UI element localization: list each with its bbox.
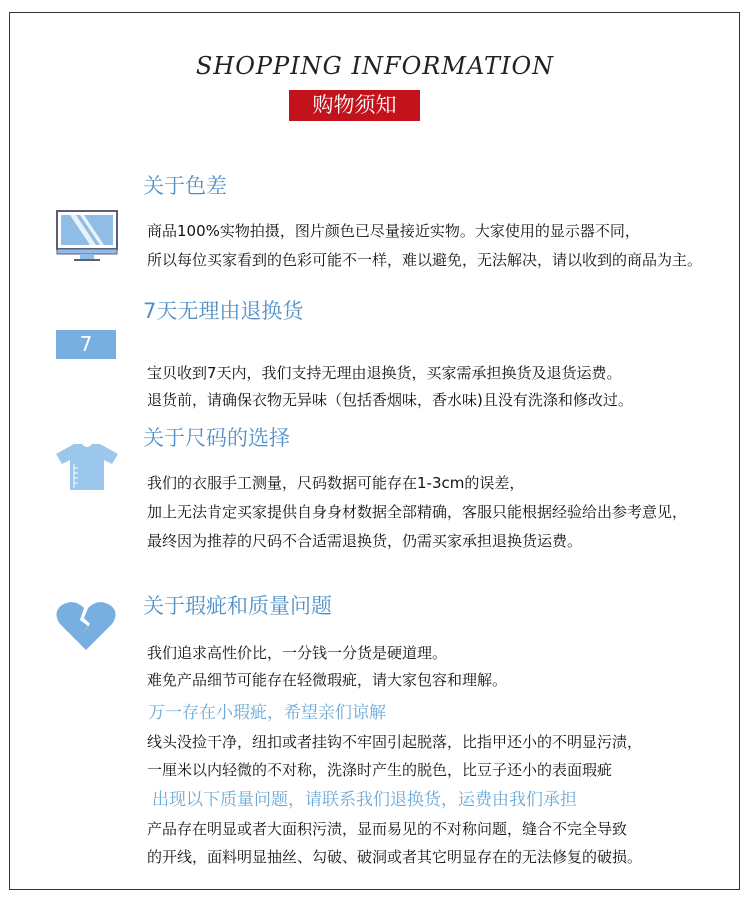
section-note: 出现以下质量问题，请联系我们退换货，运费由我们承担 [152, 790, 577, 810]
section-text-line: 产品存在明显或者大面积污渍，显而易见的不对称问题，缝合不完全导致 [147, 820, 628, 838]
section-heading-color: 关于色差 [143, 174, 227, 198]
broken-heart-icon [56, 600, 116, 656]
section-text-line: 线头没捡干净，纽扣或者挂钩不牢固引起脱落，比指甲还小的不明显污渍， [147, 733, 643, 751]
page-title-en: SHOPPING INFORMATION [195, 52, 555, 80]
seven-badge-icon: 7 [56, 330, 116, 359]
section-text-line: 退货前，请确保衣物无异味（包括香烟味，香水味)且没有洗涤和修改过。 [147, 391, 633, 409]
section-text-line: 难免产品细节可能存在轻微瑕疵，请大家包容和理解。 [147, 671, 508, 689]
section-text-line: 我们追求高性价比，一分钱一分货是硬道理。 [147, 644, 448, 662]
page-title-banner: 购物须知 [289, 90, 420, 121]
section-text-line: 我们的衣服手工测量，尺码数据可能存在1-3cm的误差， [147, 474, 525, 492]
tshirt-icon [54, 442, 120, 496]
section-text-line: 所以每位买家看到的色彩可能不一样，难以避免，无法解决，请以收到的商品为主。 [147, 251, 703, 269]
section-note: 万一存在小瑕疵，希望亲们谅解 [148, 703, 386, 723]
section-heading-quality: 关于瑕疵和质量问题 [143, 594, 332, 618]
section-text-line: 商品100%实物拍摄，图片颜色已尽量接近实物。大家使用的显示器不同， [147, 222, 640, 240]
section-heading-return: 7天无理由退换货 [143, 299, 304, 323]
section-heading-size: 关于尺码的选择 [143, 426, 290, 450]
section-text-line: 最终因为推荐的尺码不合适需退换货，仍需买家承担退换货运费。 [147, 532, 583, 550]
section-text-line: 加上无法肯定买家提供自身身材数据全部精确，客服只能根据经验给出参考意见， [147, 503, 688, 521]
section-text-line: 宝贝收到7天内，我们支持无理由退换货，买家需承担换货及退货运费。 [147, 364, 622, 382]
section-text-line: 一厘米以内轻微的不对称，洗涤时产生的脱色，比豆子还小的表面瑕疵 [147, 761, 613, 779]
monitor-icon [56, 210, 118, 266]
section-text-line: 的开线，面料明显抽丝、勾破、破洞或者其它明显存在的无法修复的破损。 [147, 848, 643, 866]
